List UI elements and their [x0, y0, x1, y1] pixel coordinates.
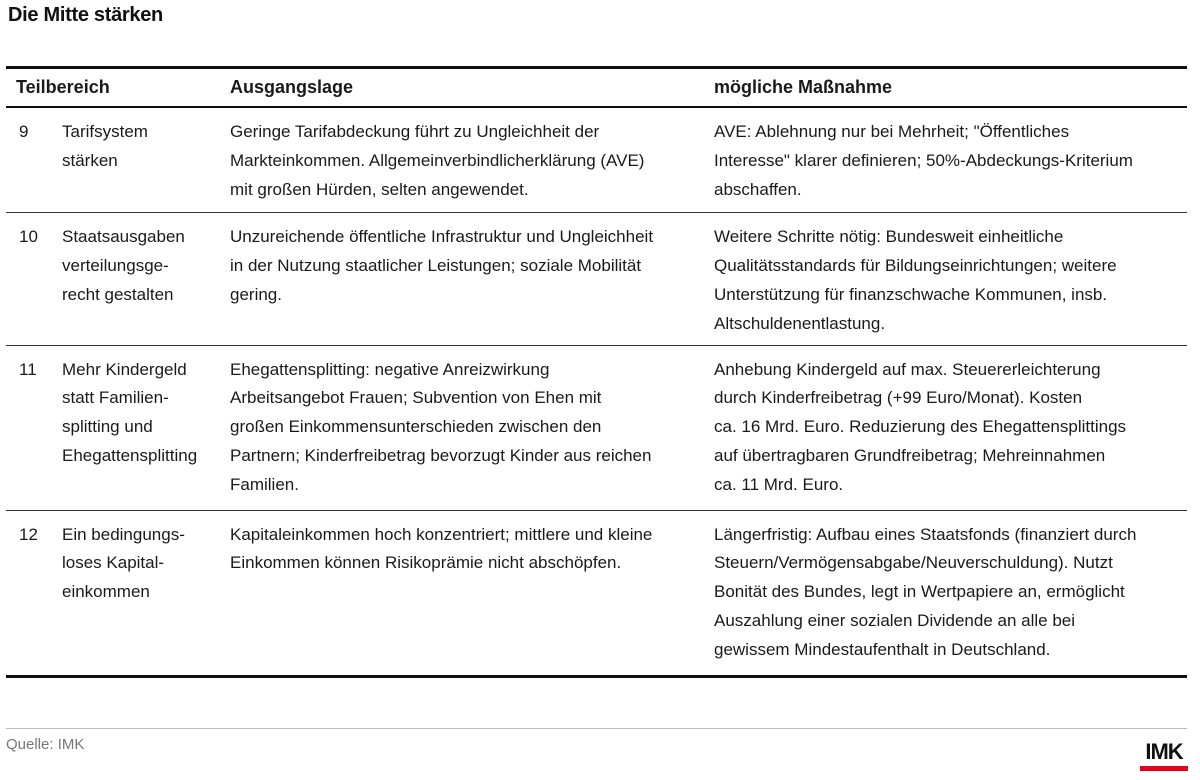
- row-area-line: Mehr Kindergeld: [62, 359, 187, 379]
- row-baseline-line: Ehegattensplitting: negative Anreizwirkung: [230, 359, 550, 379]
- row-measure: [714, 223, 1187, 338]
- row-measure-line: abschaffen.: [714, 179, 802, 199]
- row-area-line: splitting und: [62, 417, 153, 437]
- imk-logo: [1140, 741, 1188, 773]
- table-row: [6, 108, 1187, 213]
- row-area: [62, 118, 230, 204]
- row-measure-line: gewissem Mindestaufenthalt in Deutschland.: [714, 639, 1051, 659]
- table-row: [6, 511, 1187, 675]
- row-measure-line: AVE: Ablehnung nur bei Mehrheit; "Öffentliches: [714, 122, 1070, 141]
- row-measure-line: Anhebung Kindergeld auf max. Steuererleichterung: [714, 359, 1101, 379]
- row-baseline-line: Markteinkommen. Allgemeinverbindlicherklärung (AVE): [230, 150, 645, 170]
- row-measure-line: auf übertragbaren Grundfreibetrag; Mehreinnahmen: [714, 445, 1106, 465]
- row-area: [62, 356, 230, 500]
- table-row: [6, 213, 1187, 345]
- row-measure-line: Längerfristig: Aufbau eines Staatsfonds (finanziert durch: [714, 524, 1137, 544]
- row-baseline-line: Unzureichende öffentliche Infrastruktur und Ungleichheit: [230, 227, 654, 247]
- row-baseline-line: gering.: [230, 284, 282, 304]
- row-number: 11: [19, 359, 37, 379]
- header-massnahme: mögliche Maßnahme: [714, 77, 893, 97]
- row-baseline: [230, 223, 714, 338]
- row-area-line: Ehegattensplitting: [62, 445, 198, 465]
- row-baseline: [230, 118, 714, 204]
- row-baseline: [230, 521, 714, 665]
- row-measure-line: Qualitätsstandards für Bildungseinrichtungen; weitere: [714, 256, 1117, 276]
- row-measure-line: Auszahlung einer sozialen Dividende an alle bei: [714, 610, 1076, 630]
- row-baseline-line: Familien.: [230, 474, 299, 494]
- row-area: [62, 521, 230, 665]
- row-number: 10: [19, 227, 38, 247]
- row-number: 12: [19, 524, 38, 544]
- row-measure-line: ca. 16 Mrd. Euro. Reduzierung des Ehegattensplittings: [714, 417, 1127, 437]
- row-baseline-line: in der Nutzung staatlicher Leistungen; soziale Mobilität: [230, 256, 642, 276]
- header-ausgangslage: Ausgangslage: [230, 77, 354, 97]
- row-measure-line: ca. 11 Mrd. Euro.: [714, 474, 844, 494]
- table-header: [6, 69, 1187, 108]
- row-baseline: [230, 356, 714, 500]
- row-measure-line: Bonität des Bundes, legt in Wertpapiere an, ermöglicht: [714, 582, 1125, 602]
- row-baseline-line: Partnern; Kinderfreibetrag bevorzugt Kinder aus reichen: [230, 445, 652, 465]
- row-area-line: loses Kapital-: [62, 553, 165, 573]
- page-title: Die Mitte stärken: [8, 4, 163, 26]
- row-area-line: einkommen: [62, 582, 150, 602]
- row-area-line: verteilungsge-: [62, 256, 169, 276]
- measures-table: [6, 66, 1187, 678]
- row-baseline-line: mit großen Hürden, selten angewendet.: [230, 179, 529, 199]
- row-area-line: stärken: [62, 150, 118, 170]
- footer-divider: [6, 728, 1187, 729]
- logo-text: IMK: [1145, 739, 1183, 764]
- row-measure-line: Steuern/Vermögensabgabe/Neuverschuldung). Nutzt: [714, 553, 1113, 573]
- row-baseline-line: Arbeitsangebot Frauen; Subvention von Ehen mit: [230, 388, 602, 408]
- row-baseline-line: großen Einkommensunterschieden zwischen den: [230, 417, 602, 437]
- source-note: Quelle: IMK: [6, 736, 85, 753]
- row-measure-line: durch Kinderfreibetrag (+99 Euro/Monat). Kosten: [714, 388, 1083, 408]
- row-area-line: statt Familien-: [62, 388, 169, 408]
- row-measure: [714, 521, 1187, 665]
- logo-bar: [1140, 766, 1188, 771]
- row-measure-line: Weitere Schritte nötig: Bundesweit einheitliche: [714, 227, 1064, 247]
- row-baseline-line: Geringe Tarifabdeckung führt zu Ungleichheit der: [230, 122, 600, 141]
- row-area-line: Staatsausgaben: [62, 227, 185, 247]
- row-area: [62, 223, 230, 338]
- row-area-line: Tarifsystem: [62, 122, 148, 141]
- row-number: 9: [19, 122, 29, 141]
- row-area-line: recht gestalten: [62, 284, 174, 304]
- row-measure: [714, 118, 1187, 204]
- row-baseline-line: Kapitaleinkommen hoch konzentriert; mittlere und kleine: [230, 524, 653, 544]
- row-area-line: Ein bedingungs-: [62, 524, 185, 544]
- row-baseline-line: Einkommen können Risikoprämie nicht abschöpfen.: [230, 553, 622, 573]
- row-measure: [714, 356, 1187, 500]
- row-measure-line: Unterstützung für finanzschwache Kommunen, insb.: [714, 284, 1108, 304]
- table-row: [6, 346, 1187, 511]
- row-measure-line: Altschuldenentlastung.: [714, 313, 886, 333]
- row-measure-line: Interesse" klarer definieren; 50%-Abdeckungs-Kriterium: [714, 150, 1133, 170]
- header-teilbereich: Teilbereich: [16, 77, 110, 97]
